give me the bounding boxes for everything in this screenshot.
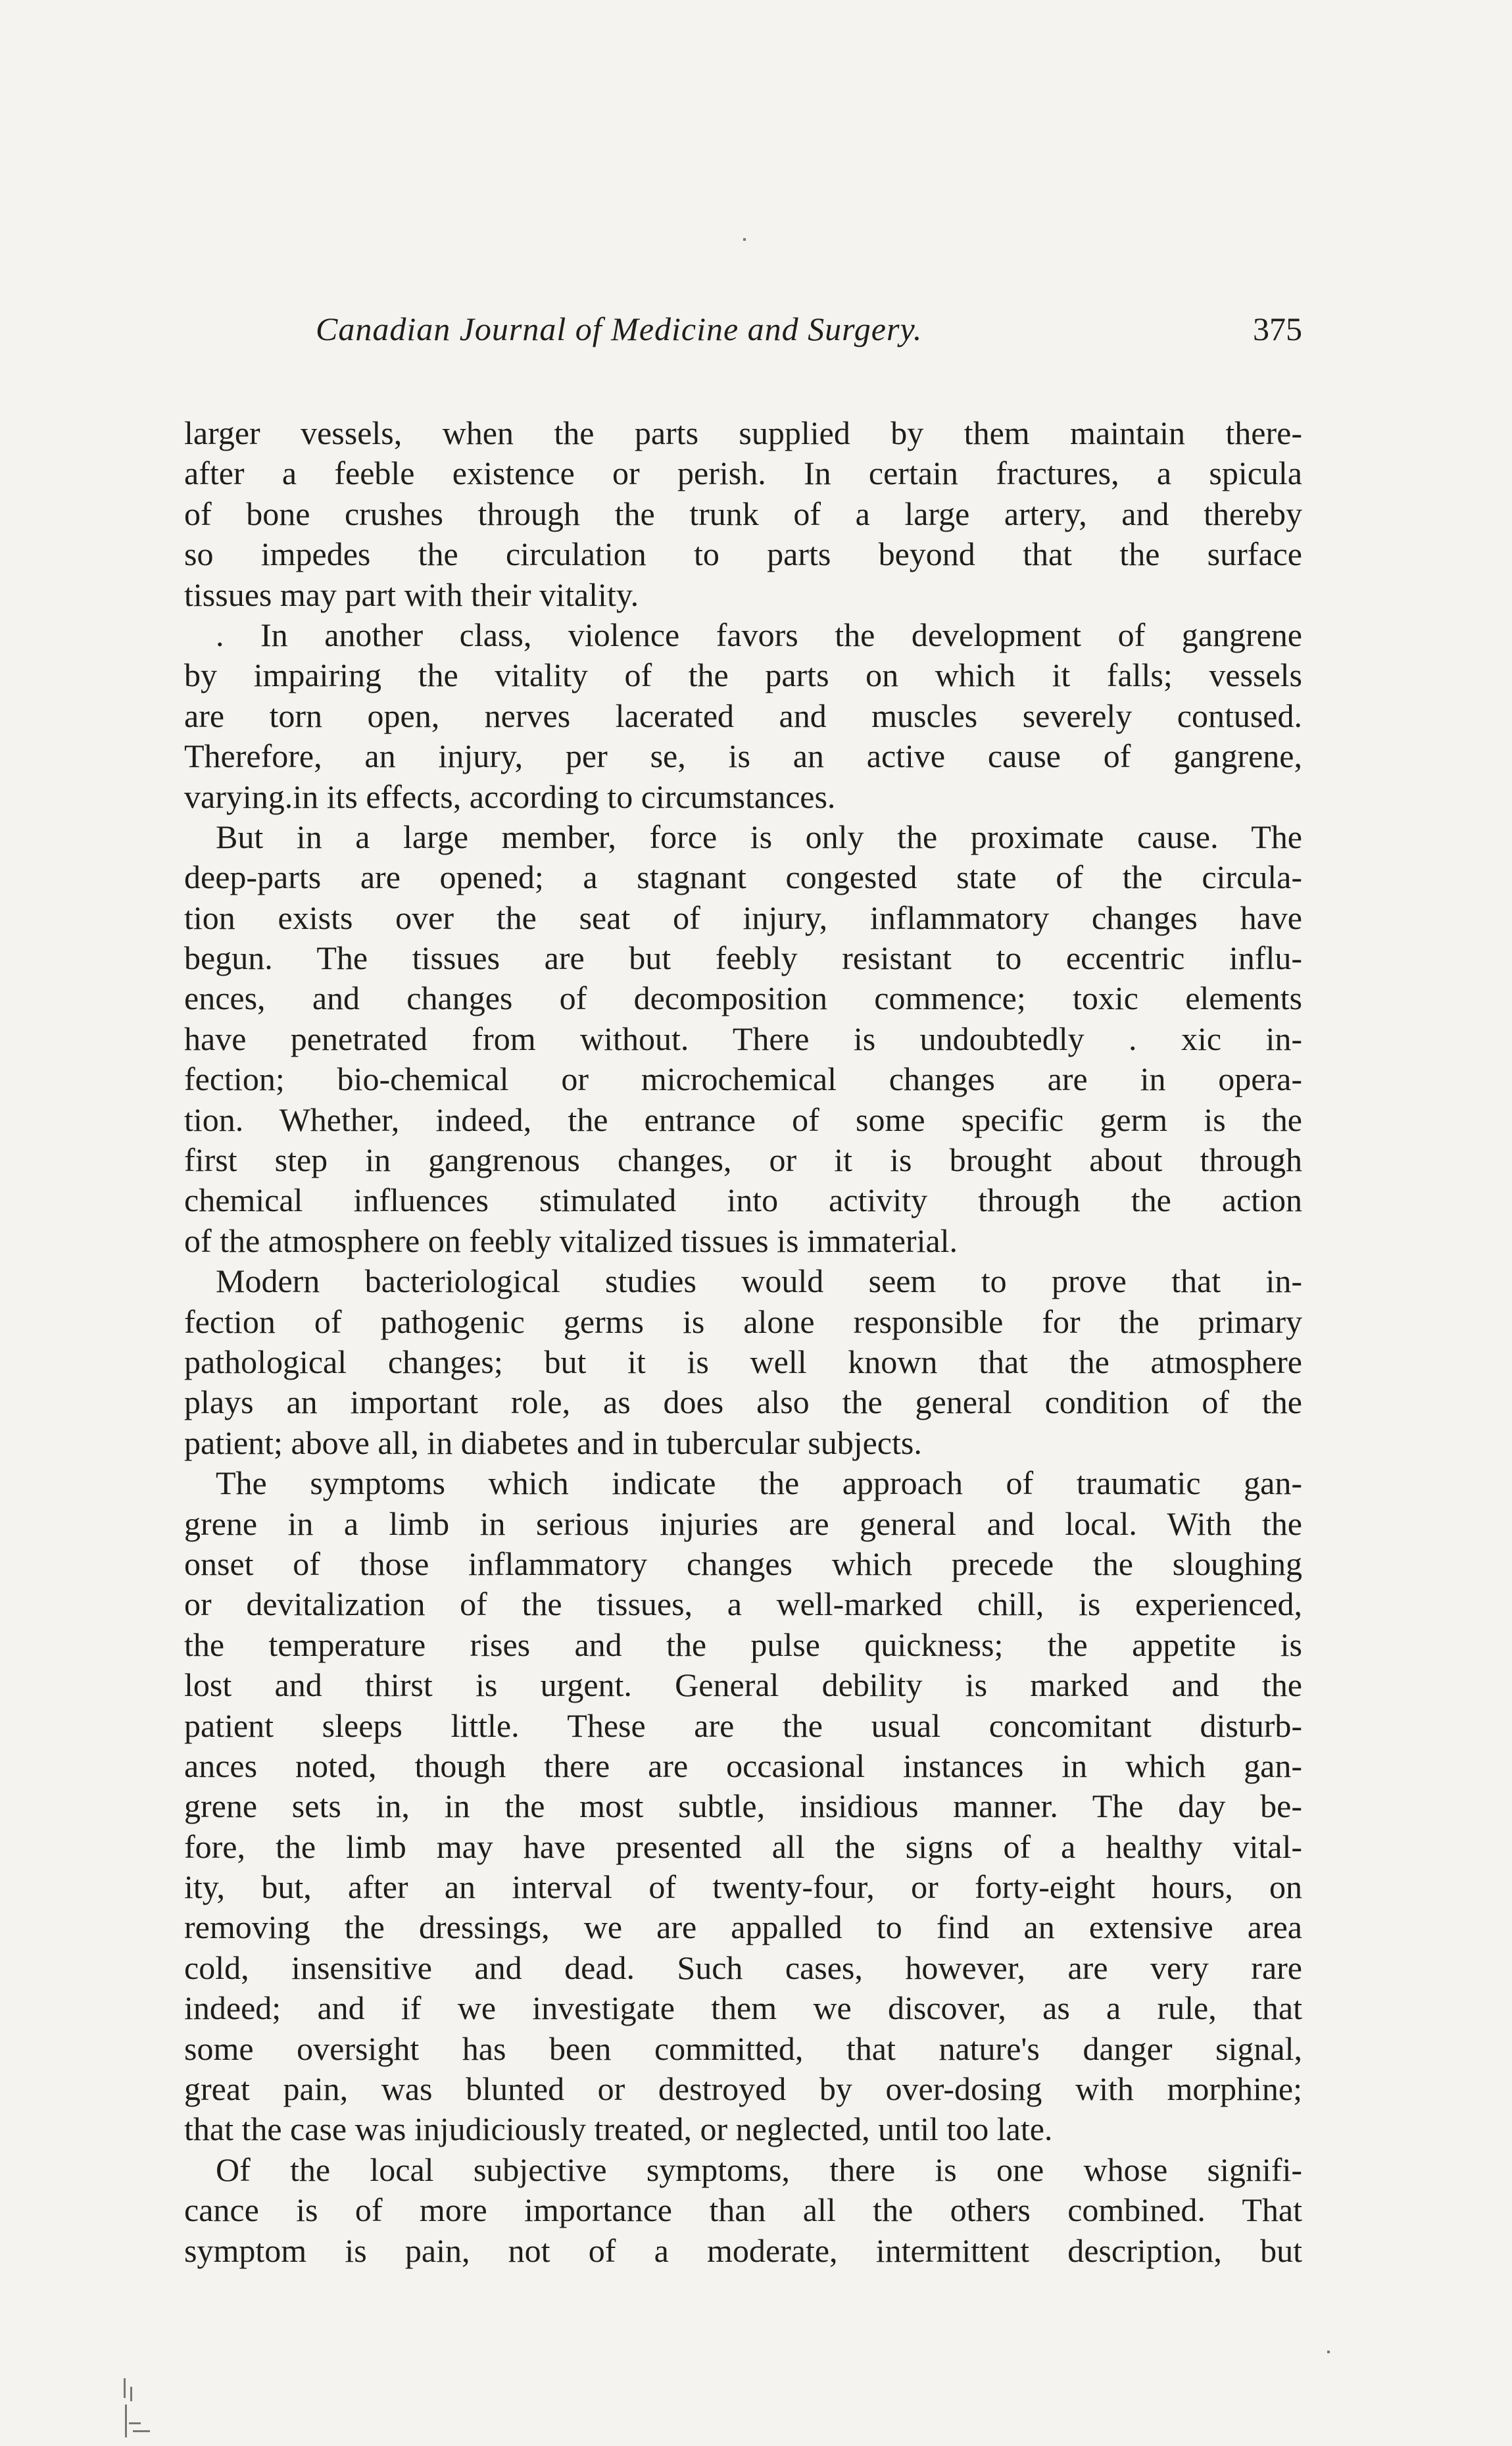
text-line: pathological changes; but it is well known that the atmosphere	[184, 1343, 1302, 1380]
text-line: cance is of more importance than all the others combined. That	[184, 2191, 1302, 2229]
journal-title: Canadian Journal of Medicine and Surgery.	[316, 311, 923, 347]
text-line: grene in a limb in serious injuries are general and local. With the	[184, 1505, 1302, 1542]
scan-speck	[1327, 2351, 1330, 2353]
scan-speck	[125, 2405, 127, 2437]
text-line: fection of pathogenic germs is alone responsible for the primary	[184, 1303, 1302, 1340]
text-line: first step in gangrenous changes, or it is brought about through	[184, 1141, 1302, 1179]
text-line: ances noted, though there are occasional instances in which gan-	[184, 1747, 1302, 1784]
text-line: removing the dressings, we are appalled to find an extensive area	[184, 1909, 1302, 1946]
text-line: onset of those inflammatory changes which precede the sloughing	[184, 1545, 1302, 1582]
article-body	[184, 413, 1302, 2271]
text-line: fore, the limb may have presented all the signs of a healthy vital-	[184, 1828, 1302, 1865]
text-line: patient; above all, in diabetes and in tubercular subjects.	[184, 1424, 922, 1461]
text-line: begun. The tissues are but feebly resistant to eccentric influ-	[184, 939, 1302, 977]
text-line: tion. Whether, indeed, the entrance of some specific germ is the	[184, 1101, 1302, 1138]
text-line: by impairing the vitality of the parts on which it falls; vessels	[184, 657, 1302, 694]
text-line: Therefore, an injury, per se, is an active cause of gangrene,	[184, 737, 1302, 775]
scan-speck	[129, 2422, 141, 2424]
text-line: patient sleeps little. These are the usual concomitant disturb-	[184, 1707, 1302, 1744]
scan-speck	[130, 2387, 132, 2401]
text-line: lost and thirst is urgent. General debility is marked and the	[184, 1666, 1302, 1704]
text-line: chemical influences stimulated into activity through the action	[184, 1182, 1302, 1219]
text-line: fection; bio-chemical or microchemical changes are in opera-	[184, 1061, 1302, 1098]
text-line: Modern bacteriological studies would seem to prove that in-	[216, 1262, 1302, 1300]
text-line: Of the local subjective symptoms, there is one whose signifi-	[216, 2151, 1302, 2188]
text-line: of bone crushes through the trunk of a large artery, and thereby	[184, 495, 1302, 532]
text-line: some oversight has been committed, that nature's danger signal,	[184, 2030, 1302, 2067]
text-line: The symptoms which indicate the approach of traumatic gan-	[216, 1464, 1302, 1502]
text-line: . In another class, violence favors the development of gangrene	[216, 616, 1302, 653]
text-line: great pain, was blunted or destroyed by over-dosing with morphine;	[184, 2070, 1302, 2108]
text-line: grene sets in, in the most subtle, insidious manner. The day be-	[184, 1787, 1302, 1825]
text-line: tion exists over the seat of injury, inflammatory changes have	[184, 899, 1302, 936]
text-line: of the atmosphere on feebly vitalized tissues is immaterial.	[184, 1222, 958, 1259]
text-line: have penetrated from without. There is undoubtedly . xic in-	[184, 1020, 1302, 1057]
text-line: that the case was injudiciously treated, or neglected, until too late.	[184, 2110, 1053, 2148]
text-line: or devitalization of the tissues, a well-marked chill, is experienced,	[184, 1585, 1302, 1623]
text-line: symptom is pain, not of a moderate, intermittent description, but	[184, 2232, 1302, 2269]
text-line: ences, and changes of decomposition commence; toxic elements	[184, 980, 1302, 1017]
text-line: indeed; and if we investigate them we discover, as a rule, that	[184, 1989, 1302, 2027]
text-line: are torn open, nerves lacerated and muscles severely contused.	[184, 697, 1302, 734]
text-line: after a feeble existence or perish. In certain fractures, a spicula	[184, 455, 1302, 492]
text-line: cold, insensitive and dead. Such cases, however, are very rare	[184, 1949, 1302, 1986]
text-line: larger vessels, when the parts supplied by them maintain there-	[184, 414, 1302, 451]
scan-speck	[124, 2378, 126, 2398]
scan-speck	[743, 238, 746, 241]
scan-speck	[133, 2430, 150, 2432]
running-head	[184, 306, 1302, 352]
text-line: the temperature rises and the pulse quickness; the appetite is	[184, 1626, 1302, 1663]
text-line: so impedes the circulation to parts beyond that the surface	[184, 536, 1302, 573]
text-line: But in a large member, force is only the proximate cause. The	[216, 818, 1302, 855]
page-number: 375	[1253, 311, 1302, 347]
text-line: ity, but, after an interval of twenty-four, or forty-eight hours, on	[184, 1868, 1302, 1906]
text-line: deep-parts are opened; a stagnant congested state of the circula-	[184, 859, 1302, 896]
text-line: tissues may part with their vitality.	[184, 576, 639, 613]
text-line: varying.in its effects, according to circumstances.	[184, 778, 836, 815]
text-line: plays an important role, as does also the general condition of the	[184, 1384, 1302, 1421]
